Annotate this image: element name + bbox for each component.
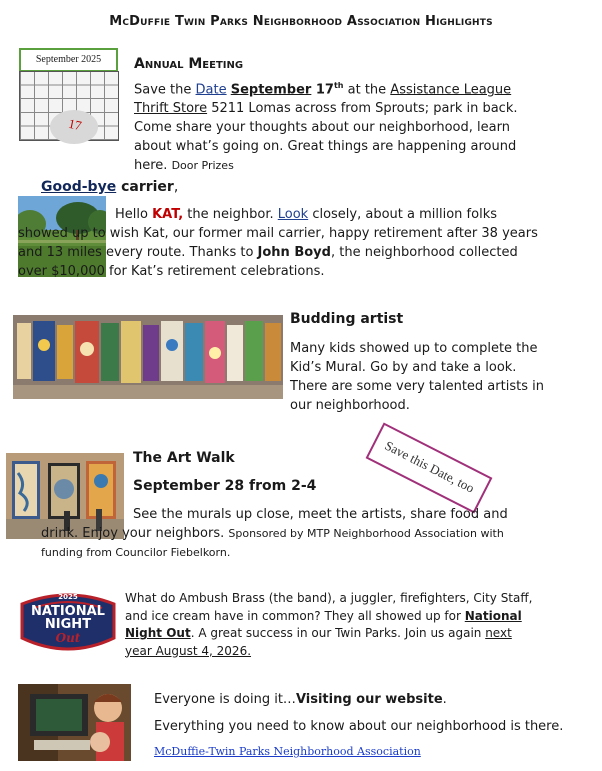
budding-artist-text: Many kids showed up to complete the Kid’s Mural. Go by and take a look. There are some very talented artists in our neighborhood. [290, 341, 544, 413]
goodbye-link[interactable]: Good-bye [41, 179, 117, 195]
website-link[interactable]: McDuffie-Twin Parks Neighborhood Association [154, 745, 421, 758]
look-link[interactable]: Look [277, 207, 309, 222]
door-prizes: Door Prizes [171, 159, 234, 173]
mural-illustration [13, 315, 283, 399]
kat-name: KAT, [152, 207, 184, 222]
annual-meeting-heading: Annual Meeting [134, 56, 244, 72]
visiting-website: Visiting our website [295, 692, 443, 707]
nno-logo-word3: Out [55, 631, 81, 645]
website-photo [18, 684, 131, 761]
national-night-out-logo [18, 590, 118, 656]
art-walk-sponsor: Sponsored by MTP Neighborhood Association with funding from Councilor Fiebelkorn. [41, 527, 504, 559]
save-date-link[interactable]: Date [195, 82, 227, 98]
save-date-stamp: Save this Date, too [366, 422, 493, 513]
computer-kids-illustration [18, 684, 131, 761]
calendar-label: September 2025 [19, 48, 118, 72]
meeting-month: September [230, 82, 312, 98]
website-line2: Everything you need to know about our neighborhood is there. [154, 719, 564, 734]
kids-mural-photo [13, 315, 283, 399]
nno-logo-year: 2025 [58, 593, 78, 601]
budding-artist-heading: Budding artist [290, 311, 404, 327]
art-walk-text: See the murals up close, meet the artists, share food and drink. Enjoy your neighbors. Sponsored by MTP Neighborhood Association with funding from Councilor Fiebelkorn. [41, 507, 508, 559]
nno-text: What do Ambush Brass (the band), a juggler, firefighters, City Staff, and ice cream have in common? They all showed up for National Night Out. A great success in our Twin Parks. Join us again next year August 4, 2026. [125, 591, 533, 658]
carrier-heading: Good-bye carrier, [41, 179, 179, 195]
next-year-date: next year August 4, 2026. [125, 626, 512, 658]
calendar-day: 17 [67, 115, 84, 134]
art-walk-date: September 28 from 2-4 [133, 478, 317, 494]
nno-logo-word2: NIGHT [44, 617, 92, 632]
art-walk-heading: The Art Walk [133, 450, 235, 466]
calendar-grid [19, 71, 119, 141]
nno-logo-word1: NATIONAL [31, 604, 105, 619]
carrier-text: Hello KAT, the neighbor. Look closely, about a million folks showed up to wish Kat, our former mail carrier, happy retirement after 38 years and 13 miles every route. Thanks to John Boyd, the neighborhood collected over $10,000 for Kat’s retirement celebrations. [18, 207, 538, 279]
calendar-graphic [17, 48, 119, 140]
john-boyd-name: John Boyd [257, 245, 331, 260]
website-line1: Everyone is doing it…Visiting our website. [154, 692, 447, 707]
newsletter-title: McDuffie Twin Parks Neighborhood Association Highlights [109, 14, 493, 29]
nno-link[interactable]: National Night Out [125, 608, 522, 640]
thrift-store-link[interactable]: Assistance League Thrift Store [134, 82, 512, 117]
annual-meeting-text: Save the Date September 17th at the Assistance League Thrift Store 5211 Lomas across from Sprouts; park in back. Come share your thoughts about our neighborhood, learn about what’s going on. Great things are happening around here. Door Prizes [134, 81, 518, 174]
